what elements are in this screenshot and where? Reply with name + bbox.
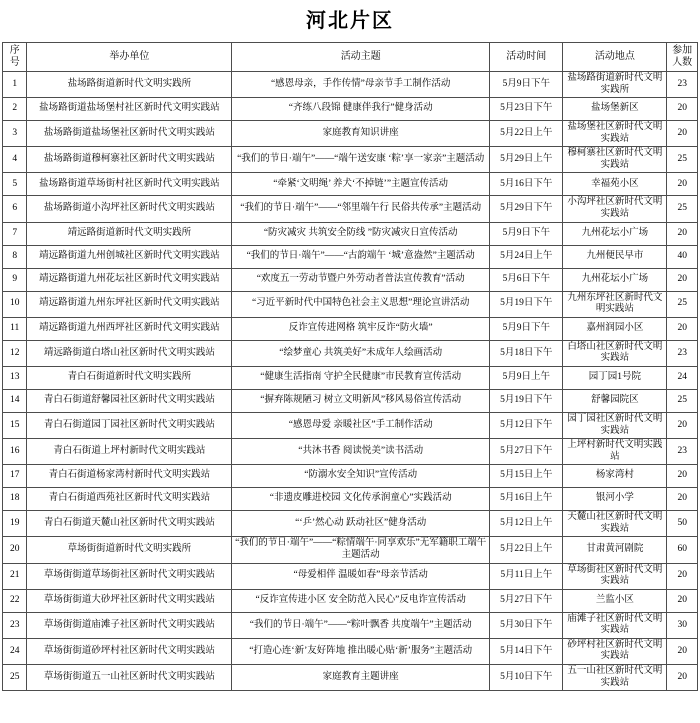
cell-theme: “共沐书香 阅读悦美”读书活动 xyxy=(232,439,490,465)
cell-theme: “防溺水安全知识”宣传活动 xyxy=(232,465,490,488)
table-row xyxy=(3,340,698,366)
cell-count: 50 xyxy=(667,511,698,537)
cell-place: 小沟坪社区新时代文明实践站 xyxy=(563,196,667,222)
cell-time: 5月9日下午 xyxy=(490,317,563,340)
table-row xyxy=(3,389,698,412)
table-row xyxy=(3,121,698,147)
cell-index: 11 xyxy=(3,317,27,340)
cell-org: 盐场路街道新时代文明实践所 xyxy=(27,72,232,98)
cell-place: 舒馨园院区 xyxy=(563,389,667,412)
table-row xyxy=(3,98,698,121)
cell-time: 5月16日上午 xyxy=(490,488,563,511)
cell-count: 24 xyxy=(667,366,698,389)
cell-org: 青白石街道杨家湾村新时代文明实践站 xyxy=(27,465,232,488)
cell-index: 16 xyxy=(3,439,27,465)
table-row xyxy=(3,268,698,291)
table-row xyxy=(3,589,698,612)
cell-count: 25 xyxy=(667,147,698,173)
cell-count: 23 xyxy=(667,340,698,366)
table-row xyxy=(3,245,698,268)
cell-index: 19 xyxy=(3,511,27,537)
cell-time: 5月15日上午 xyxy=(490,465,563,488)
cell-index: 18 xyxy=(3,488,27,511)
cell-place: 穆柯寨社区新时代文明实践站 xyxy=(563,147,667,173)
page-title: 河北片区 xyxy=(306,10,394,32)
cell-place: 幸福苑小区 xyxy=(563,173,667,196)
cell-count: 20 xyxy=(667,665,698,691)
cell-place: 上坪村新时代文明实践站 xyxy=(563,439,667,465)
cell-time: 5月14日下午 xyxy=(490,638,563,664)
table-row xyxy=(3,465,698,488)
cell-place: 九州东坪社区新时代文明实践站 xyxy=(563,291,667,317)
cell-time: 5月29日下午 xyxy=(490,196,563,222)
cell-org: 青白石街道新时代文明实践所 xyxy=(27,366,232,389)
cell-theme: “绘梦童心 共筑美好”未成年人绘画活动 xyxy=(232,340,490,366)
cell-index: 7 xyxy=(3,222,27,245)
column-header-org: 举办单位 xyxy=(27,43,232,72)
cell-time: 5月9日上午 xyxy=(490,366,563,389)
cell-index: 21 xyxy=(3,563,27,589)
cell-place: 盐场堡社区新时代文明实践站 xyxy=(563,121,667,147)
cell-place: 九州花坛小广场 xyxy=(563,222,667,245)
cell-index: 3 xyxy=(3,121,27,147)
activity-schedule-table xyxy=(2,42,698,691)
cell-theme: “齐练八段锦 健康伴我行”健身活动 xyxy=(232,98,490,121)
column-header-place: 活动地点 xyxy=(563,43,667,72)
cell-index: 2 xyxy=(3,98,27,121)
column-header-index: 序号 xyxy=(3,43,27,72)
cell-time: 5月19日下午 xyxy=(490,291,563,317)
cell-org: 青白石街道园丁园社区新时代文明实践站 xyxy=(27,412,232,438)
cell-index: 6 xyxy=(3,196,27,222)
cell-org: 草场街街道新时代文明实践所 xyxy=(27,537,232,563)
cell-place: 天麓山社区新时代文明实践站 xyxy=(563,511,667,537)
cell-org: 青白石街道上坪村新时代文明实践站 xyxy=(27,439,232,465)
table-row xyxy=(3,412,698,438)
cell-theme: “非遗皮雕进校园 文化传承润童心”实践活动 xyxy=(232,488,490,511)
cell-org: 草场街街道五一山社区新时代文明实践站 xyxy=(27,665,232,691)
cell-time: 5月30日下午 xyxy=(490,612,563,638)
cell-index: 4 xyxy=(3,147,27,173)
cell-theme: “牵紧‘文明绳’ 养犬‘不掉链’”主题宣传活动 xyxy=(232,173,490,196)
cell-time: 5月10日下午 xyxy=(490,665,563,691)
cell-time: 5月27日下午 xyxy=(490,589,563,612)
cell-index: 17 xyxy=(3,465,27,488)
cell-time: 5月6日下午 xyxy=(490,268,563,291)
column-header-theme: 活动主题 xyxy=(232,43,490,72)
cell-index: 13 xyxy=(3,366,27,389)
cell-theme: “‘乒’然心动 跃动社区”健身活动 xyxy=(232,511,490,537)
cell-org: 盐场路街道盐场堡社区新时代文明实践站 xyxy=(27,121,232,147)
cell-org: 靖远路街道九州创城社区新时代文明实践站 xyxy=(27,245,232,268)
cell-count: 20 xyxy=(667,173,698,196)
table-row xyxy=(3,291,698,317)
cell-time: 5月11日上午 xyxy=(490,563,563,589)
cell-org: 靖远路街道白塔山社区新时代文明实践站 xyxy=(27,340,232,366)
cell-place: 白塔山社区新时代文明实践站 xyxy=(563,340,667,366)
cell-index: 9 xyxy=(3,268,27,291)
cell-theme: “反诈宣传进小区 安全防范入民心”反电诈宣传活动 xyxy=(232,589,490,612)
cell-org: 青白石街道天麓山社区新时代文明实践站 xyxy=(27,511,232,537)
cell-index: 10 xyxy=(3,291,27,317)
cell-org: 青白石街道西苑社区新时代文明实践站 xyxy=(27,488,232,511)
cell-index: 20 xyxy=(3,537,27,563)
cell-count: 25 xyxy=(667,389,698,412)
column-header-count: 参加人数 xyxy=(667,43,698,72)
cell-count: 25 xyxy=(667,291,698,317)
cell-time: 5月27日下午 xyxy=(490,439,563,465)
table-row xyxy=(3,511,698,537)
cell-theme: 家庭教育知识讲座 xyxy=(232,121,490,147)
cell-theme: “欢度五一劳动节暨户外劳动者普法宣传教育”活动 xyxy=(232,268,490,291)
cell-place: 园丁园社区新时代文明实践站 xyxy=(563,412,667,438)
cell-org: 草场街街道庙滩子社区新时代文明实践站 xyxy=(27,612,232,638)
cell-count: 20 xyxy=(667,121,698,147)
cell-index: 5 xyxy=(3,173,27,196)
cell-theme: “打造心连‘新’友好阵地 推出暖心贴‘新’服务”主题活动 xyxy=(232,638,490,664)
cell-time: 5月22日上午 xyxy=(490,537,563,563)
cell-org: 草场街街道砂坪村社区新时代文明实践站 xyxy=(27,638,232,664)
column-header-time: 活动时间 xyxy=(490,43,563,72)
cell-org: 盐场路街道小沟坪社区新时代文明实践站 xyxy=(27,196,232,222)
cell-time: 5月22日上午 xyxy=(490,121,563,147)
cell-theme: “我们的节日·端午”——“古韵端午 ‘城’意盎然”主题活动 xyxy=(232,245,490,268)
cell-org: 草场街街道草场街社区新时代文明实践站 xyxy=(27,563,232,589)
cell-time: 5月12日下午 xyxy=(490,412,563,438)
cell-time: 5月24日上午 xyxy=(490,245,563,268)
cell-theme: “我们的节日·端午”——“端午送安康 ‘粽’享一家亲”主题活动 xyxy=(232,147,490,173)
cell-org: 盐场路街道穆柯寨社区新时代文明实践站 xyxy=(27,147,232,173)
cell-count: 40 xyxy=(667,245,698,268)
cell-index: 8 xyxy=(3,245,27,268)
cell-time: 5月9日下午 xyxy=(490,72,563,98)
cell-index: 24 xyxy=(3,638,27,664)
cell-org: 靖远路街道九州西坪社区新时代文明实践站 xyxy=(27,317,232,340)
cell-place: 甘肃黄河剧院 xyxy=(563,537,667,563)
cell-theme: 反诈宣传进网格 筑牢反诈“防火墙” xyxy=(232,317,490,340)
cell-theme: “我们的节日·端午”——“粽叶飘香 共度端午”主题活动 xyxy=(232,612,490,638)
cell-org: 靖远路街道九州东坪社区新时代文明实践站 xyxy=(27,291,232,317)
cell-place: 兰监小区 xyxy=(563,589,667,612)
table-row xyxy=(3,72,698,98)
cell-count: 25 xyxy=(667,196,698,222)
cell-theme: “我们的节日·端午”——“粽情端午·同享欢乐”无军籍职工端午主题活动 xyxy=(232,537,490,563)
table-row xyxy=(3,638,698,664)
table-row xyxy=(3,222,698,245)
cell-theme: “摒弃陈规陋习 树立文明新风”移风易俗宣传活动 xyxy=(232,389,490,412)
cell-count: 20 xyxy=(667,465,698,488)
cell-org: 青白石街道舒馨园社区新时代文明实践站 xyxy=(27,389,232,412)
cell-place: 园丁园1号院 xyxy=(563,366,667,389)
table-row xyxy=(3,612,698,638)
cell-count: 23 xyxy=(667,72,698,98)
cell-place: 盐场路街道新时代文明实践所 xyxy=(563,72,667,98)
table-header xyxy=(3,43,698,72)
cell-count: 23 xyxy=(667,439,698,465)
table-row xyxy=(3,488,698,511)
cell-time: 5月18日下午 xyxy=(490,340,563,366)
table-row xyxy=(3,173,698,196)
cell-org: 盐场路街道草场街村社区新时代文明实践站 xyxy=(27,173,232,196)
cell-count: 20 xyxy=(667,222,698,245)
cell-org: 靖远路街道九州花坛社区新时代文明实践站 xyxy=(27,268,232,291)
cell-place: 杨家湾村 xyxy=(563,465,667,488)
cell-org: 草场街街道大砂坪社区新时代文明实践站 xyxy=(27,589,232,612)
table-row xyxy=(3,317,698,340)
cell-place: 嘉州润园小区 xyxy=(563,317,667,340)
cell-theme: “习近平新时代中国特色社会主义思想”理论宣讲活动 xyxy=(232,291,490,317)
cell-count: 30 xyxy=(667,612,698,638)
cell-place: 盐场堡新区 xyxy=(563,98,667,121)
cell-place: 九州花坛小广场 xyxy=(563,268,667,291)
table-row xyxy=(3,563,698,589)
cell-index: 22 xyxy=(3,589,27,612)
cell-index: 23 xyxy=(3,612,27,638)
cell-place: 庙滩子社区新时代文明实践站 xyxy=(563,612,667,638)
cell-count: 60 xyxy=(667,537,698,563)
table-row xyxy=(3,439,698,465)
cell-index: 14 xyxy=(3,389,27,412)
cell-theme: “我们的节日·端午”——“邻里端午行 民俗共传承”主题活动 xyxy=(232,196,490,222)
cell-count: 20 xyxy=(667,98,698,121)
table-row xyxy=(3,366,698,389)
cell-count: 20 xyxy=(667,412,698,438)
table-row xyxy=(3,147,698,173)
table-row xyxy=(3,196,698,222)
cell-org: 靖远路街道新时代文明实践所 xyxy=(27,222,232,245)
cell-count: 20 xyxy=(667,488,698,511)
cell-time: 5月12日上午 xyxy=(490,511,563,537)
table-row xyxy=(3,537,698,563)
cell-count: 20 xyxy=(667,638,698,664)
table-header-row xyxy=(3,43,698,72)
cell-index: 25 xyxy=(3,665,27,691)
cell-count: 20 xyxy=(667,563,698,589)
cell-count: 20 xyxy=(667,589,698,612)
cell-theme: “感恩母亲，手作传情”母亲节手工制作活动 xyxy=(232,72,490,98)
table-body xyxy=(3,72,698,691)
cell-theme: “感恩母爱 亲暖社区”手工制作活动 xyxy=(232,412,490,438)
cell-count: 20 xyxy=(667,317,698,340)
cell-place: 草场街社区新时代文明实践站 xyxy=(563,563,667,589)
cell-theme: “健康生活指南 守护全民健康”市民教育宣传活动 xyxy=(232,366,490,389)
cell-theme: “防灾减灾 共筑安全防线 ”防灾减灾日宣传活动 xyxy=(232,222,490,245)
cell-place: 银河小学 xyxy=(563,488,667,511)
cell-time: 5月23日下午 xyxy=(490,98,563,121)
cell-count: 20 xyxy=(667,268,698,291)
cell-index: 15 xyxy=(3,412,27,438)
cell-time: 5月9日下午 xyxy=(490,222,563,245)
cell-place: 砂坪村社区新时代文明实践站 xyxy=(563,638,667,664)
cell-time: 5月19日下午 xyxy=(490,389,563,412)
cell-theme: “母爱相伴 温暖如春”母亲节活动 xyxy=(232,563,490,589)
cell-time: 5月29日上午 xyxy=(490,147,563,173)
cell-place: 五一山社区新时代文明实践站 xyxy=(563,665,667,691)
cell-org: 盐场路街道盐场堡村社区新时代文明实践站 xyxy=(27,98,232,121)
cell-theme: 家庭教育主题讲座 xyxy=(232,665,490,691)
cell-place: 九州便民早市 xyxy=(563,245,667,268)
table-row xyxy=(3,665,698,691)
cell-index: 12 xyxy=(3,340,27,366)
cell-time: 5月16日下午 xyxy=(490,173,563,196)
cell-index: 1 xyxy=(3,72,27,98)
